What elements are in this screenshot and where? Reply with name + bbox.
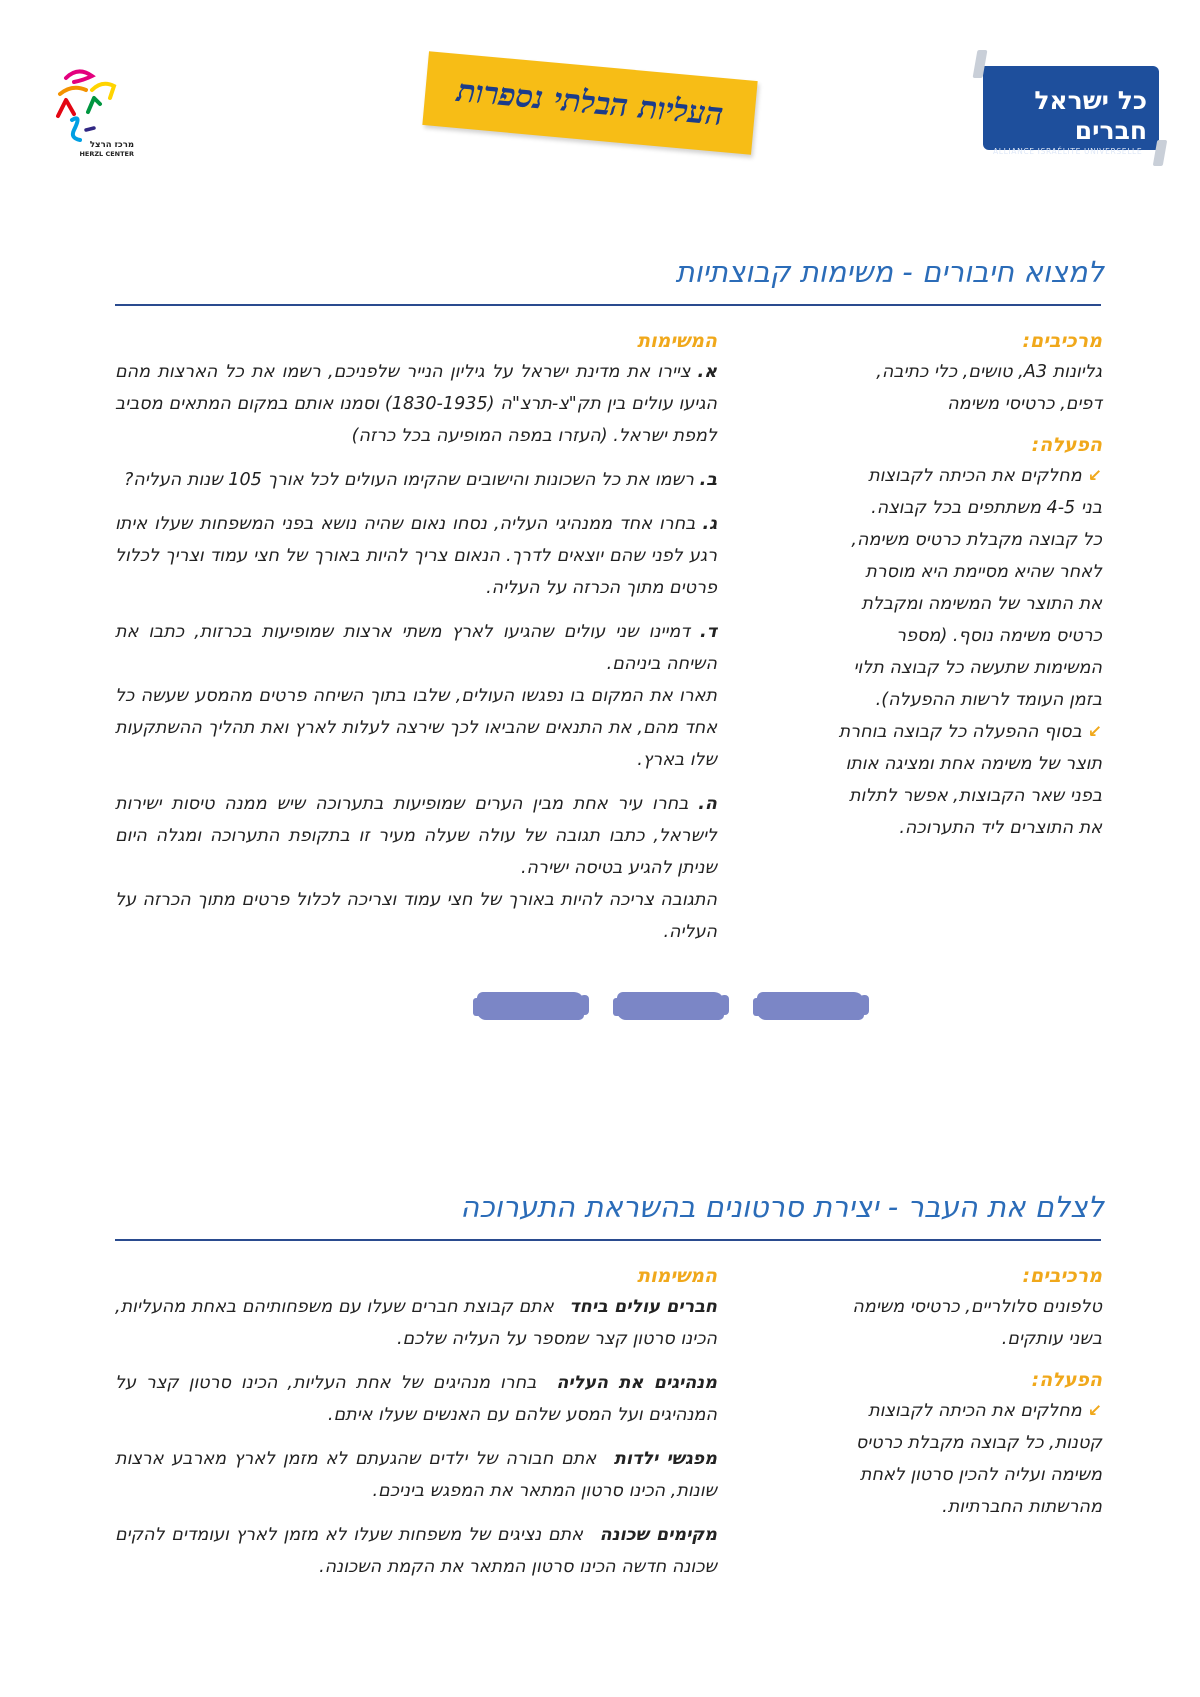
task-letter: ה. [698, 794, 717, 814]
alliance-logo-name-he: כל ישראל חברים [1034, 86, 1147, 145]
bullet-line: בפני שאר הקבוצות, אפשר לתלות [848, 786, 1102, 806]
task-extra: התגובה צריכה להיות באורך של חצי עמוד וצריכה לכלול פרטים מתוך הכרזה על העליה. [115, 890, 717, 942]
bullet-line: מחלקים את הכיתה לקבוצות [868, 1401, 1082, 1421]
task-letter: א. [697, 362, 717, 382]
task-item [115, 508, 717, 604]
video-task-text: בחרו מנהיגים של אחת העליות, הכינו סרטון קצר על המנהיגים ועל המסע שלהם עם האנשים שעלו איתם. [115, 1373, 717, 1425]
section1-tasks [115, 330, 718, 960]
task-item [115, 356, 717, 452]
video-task-text: אתם קבוצת חברים שעלו עם משפחותיהם באחת מהעליות, הכינו סרטון קצר שמספר על העליה שלכם. [115, 1297, 717, 1349]
video-task-item [115, 1291, 717, 1355]
section1-components-line: גליונות A3, טושים, כלי כתיבה, [876, 362, 1102, 382]
section2-activation-bullet [800, 1395, 1102, 1523]
banner-title: העליות הבלתי נספרות [455, 72, 725, 134]
task-extra: תארו את המקום בו נפגשו העולים, שלבו בתוך השיחה פרטים מהמסע שעשה כל אחד מהם, את התנאים שהביאו לכך שירצה לעלות לארץ ואת תהליך ההשתקעות שלו בארץ. [115, 686, 717, 770]
bullet-line: המשימות שתעשה כל קבוצה תלוי [853, 658, 1102, 678]
section2-tasks [115, 1261, 717, 1595]
section1-components-label: מרכיבים: [1022, 330, 1102, 352]
section2-divider [115, 1239, 1101, 1241]
brush-stroke-divider [477, 992, 584, 1020]
video-task-title: חברים עולים ביחד [569, 1297, 718, 1317]
bullet-line: תוצר של משימה אחת ומציגה אותו [845, 754, 1102, 774]
video-task-title: מנהיגים את העליה [556, 1373, 717, 1393]
video-task-item [115, 1443, 717, 1507]
exhibition-banner [422, 51, 757, 155]
section2-activation-label: הפעלה: [1031, 1369, 1102, 1391]
video-task-title: מפגשי ילדות [613, 1449, 717, 1469]
brush-stroke-divider [617, 992, 724, 1020]
herzl-logo-name-en: HERZL CENTER [79, 150, 134, 158]
check-arrow-icon: ↙ [1087, 722, 1102, 742]
bullet-line: קטנות, כל קבוצה מקבלת כרטיס [855, 1433, 1102, 1453]
video-task-text: אתם חבורה של ילדים שהגעתם לא מזמן לארץ מארבע ארצות שונות, הכינו סרטון המתאר את המפגש ביניכם. [115, 1449, 717, 1501]
task-text: דמיינו שני עולים שהגיעו לארץ משתי ארצות שמופיעות בכרזות, כתבו את השיחה ביניהם. [115, 622, 717, 674]
alliance-logo [983, 66, 1159, 156]
video-task-item [115, 1519, 717, 1583]
bullet-line: משימה ועליה להכין סרטון לאחת [859, 1465, 1102, 1485]
bullet-line: בני 4-5 משתתפים בכל קבוצה. [871, 498, 1102, 518]
video-task-title: מקימים שכונה [599, 1525, 717, 1545]
section2-components [800, 1291, 1102, 1355]
task-item [115, 464, 717, 496]
task-text: רשמו את כל השכונות והישובים שהקימו העולים לכל אורך 105 שנות העליה? [123, 470, 694, 490]
task-letter: ג. [702, 514, 718, 534]
section2-components-line: בשני עותקים. [1001, 1329, 1102, 1349]
section1-components [830, 356, 1102, 420]
bullet-line: לאחר שהיא מסיימת היא מוסרת [865, 562, 1102, 582]
section1-activation-label: הפעלה: [1031, 434, 1102, 456]
task-item [115, 616, 717, 680]
bullet-line: את התוצר של המשימה ומקבלת [861, 594, 1102, 614]
video-task-text: אתם נציגים של משפחות שעלו לא מזמן לארץ ועומדים להקים שכונה חדשה הכינו סרטון המתאר את הקמת השכונה. [115, 1525, 717, 1577]
task-letter: ד. [699, 622, 718, 642]
section2-title: לצלם את העבר - יצירת סרטונים בהשראת התערוכה [460, 1190, 1104, 1224]
section1-title: למצוא חיבורים - משימות קבוצתיות [675, 255, 1104, 289]
bullet-line: כרטיס משימה נוסף. (מספר [896, 626, 1102, 646]
task-text: בחרו עיר אחת מבין הערים שמופיעות בתערוכה שיש ממנה טיסות ישירות לישראל, כתבו תגובה של עולה שעלה מעיר זו בתקופת התערוכה ומגלה היום שניתן להגיע בטיסה ישירה. [115, 794, 717, 878]
bullet-line: בסוף ההפעלה כל קבוצה בוחרת [838, 722, 1082, 742]
section2-sidebar [800, 1261, 1102, 1523]
section1-activation-bullet [830, 716, 1102, 844]
herzl-logo-name-he: מרכז הרצל [89, 140, 134, 150]
task-letter: ב. [699, 470, 717, 490]
brush-stroke-divider [757, 992, 864, 1020]
bullet-line: כל קבוצה מקבלת כרטיס משימה, [851, 530, 1102, 550]
section1-activation-bullet [830, 460, 1102, 716]
check-arrow-icon: ↙ [1087, 1401, 1102, 1421]
task-item [115, 788, 717, 884]
bullet-line: את התוצרים ליד התערוכה. [899, 818, 1102, 838]
bullet-line: מהרשתות החברתיות. [942, 1497, 1102, 1517]
section2-components-line: טלפונים סלולריים, כרטיסי משימה [852, 1297, 1102, 1317]
section1-divider [115, 304, 1101, 306]
section2-components-label: מרכיבים: [1022, 1265, 1102, 1287]
section1-sidebar [830, 326, 1102, 844]
bullet-line: מחלקים את הכיתה לקבוצות [868, 466, 1082, 486]
alliance-logo-name-fr: ALLIANCE ISRAÉLITE UNIVERSELLE [993, 147, 1143, 156]
bullet-line: בזמן העומד לרשות ההפעלה). [875, 690, 1102, 710]
task-text: ציירו את מדינת ישראל על גיליון הנייר שלפניכם, רשמו את כל הארצות מהם הגיעו עולים בין תק"צ-תרצ"ה (1830-1935) וסמנו אותם במקום המתאים מסביב למפת ישראל. (העזרו במפה המופיעה בכל כרזה) [115, 362, 717, 446]
video-task-item [115, 1367, 717, 1431]
check-arrow-icon: ↙ [1087, 466, 1102, 486]
section1-tasks-label: המשימות [637, 330, 717, 352]
section2-tasks-label: המשימות [637, 1265, 717, 1287]
section1-components-line: דפים, כרטיסי משימה [947, 394, 1102, 414]
task-text: בחרו אחד ממנהיגי העליה, נסחו נאום שהיה נושא בפני המשפחות שעלו איתו רגע לפני שהם יוצאים לדרך. הנאום צריך להיות באורך של חצי עמוד וצריך לכלול פרטים מתוך הכרזה על העליה. [115, 514, 717, 598]
